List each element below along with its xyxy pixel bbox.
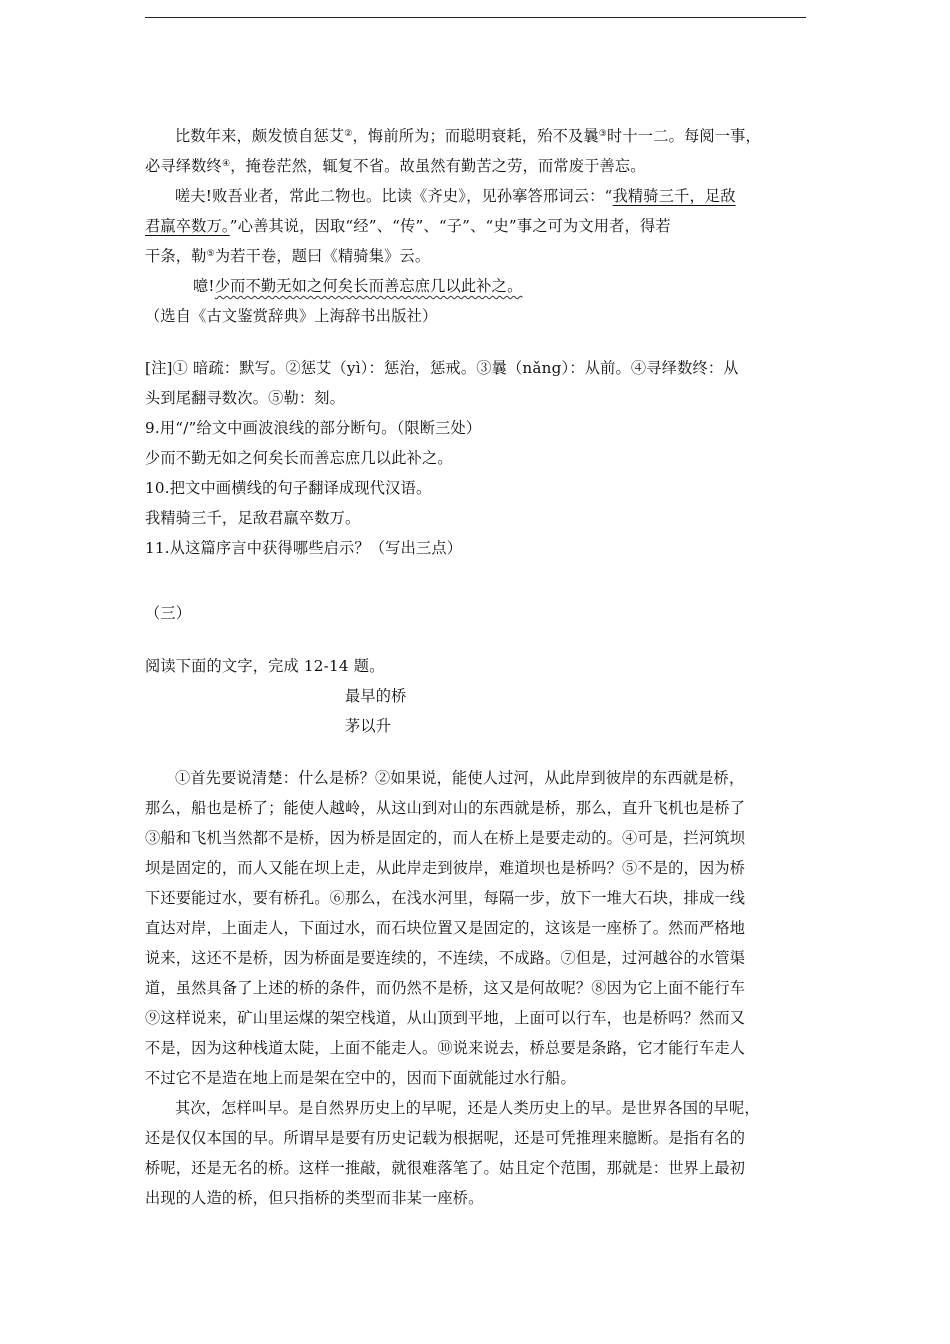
body-line: 下还要能过水，要有桥孔。⑥那么，在浅水河里，每隔一步，放下一堆大石块，排成一线 — [145, 889, 746, 907]
body-line: ③船和飞机当然都不是桥，因为桥是固定的，而人在桥上是要走动的。④可是，拦河筑坝 — [145, 829, 746, 847]
question-10: 10.把文中画横线的句子翻译成现代汉语。 — [145, 479, 432, 497]
body2-line: 出现的人造的桥，但只指桥的类型而非某一座桥。 — [145, 1189, 484, 1207]
section-heading: （三） — [145, 604, 192, 622]
notes-line1: [注]① 暗疏：默写。②惩艾（yì）：惩治，惩戒。③曩（nǎng）：从前。④寻绎数终：从 — [145, 359, 739, 377]
wavy-underlined-sentence: 少而不勤无如之何矣长而善忘庶几以此补之。 — [214, 277, 523, 295]
para1-line2: 必寻绎数终④，掩卷茫然，辄复不省。故虽然有勤苦之劳，而常废于善忘。 — [145, 157, 646, 175]
body-line: 不是，因为这种栈道太陡，上面不能走人。⑩说来说去，桥总要是条路，它才能行车走人 — [145, 1039, 746, 1057]
question-11: 11.从这篇序言中获得哪些启示？（写出三点） — [145, 539, 463, 557]
body-line: 说来，这还不是桥，因为桥面是要连续的，不连续，不成路。⑦但是，过河越谷的水管渠 — [145, 949, 746, 967]
body2-line: 还是仅仅本国的早。所谓早是要有历史记载为根据呢，还是可凭推理来臆断。是指有名的 — [145, 1129, 746, 1147]
reading-intro: 阅读下面的文字，完成 12-14 题。 — [145, 657, 385, 675]
header-rule — [145, 17, 806, 18]
para1-line1: 比数年来，颇发愤自惩艾②，悔前所为；而聪明衰耗，殆不及曩③时十一二。每阅一事， — [175, 127, 761, 145]
question-9: 9.用“/”给文中画波浪线的部分断句。（限断三处） — [145, 419, 482, 437]
body-line: 不过它不是造在地上而是架在空中的，因而下面就能过水行船。 — [145, 1069, 576, 1087]
para2-line3: 干条，勒⑤为若干卷，题曰《精骑集》云。 — [145, 247, 431, 265]
body-line: 道，虽然具备了上述的桥的条件，而仍然不是桥，这又是何故呢？⑧因为它上面不能行车 — [145, 979, 746, 997]
article-title: 最早的桥 — [345, 687, 407, 705]
source-citation: （选自《古文鉴赏辞典》上海辞书出版社） — [145, 307, 438, 325]
body-line: 坝是固定的，而人又能在坝上走，从此岸走到彼岸，难道坝也是桥吗？⑤不是的，因为桥 — [145, 859, 746, 877]
body-line: ①首先要说清楚：什么是桥？②如果说，能使人过河，从此岸到彼岸的东西就是桥， — [175, 769, 745, 787]
para3: 噫!少而不勤无如之何矣长而善忘庶几以此补之。 — [193, 277, 523, 295]
body2-line: 桥呢，还是无名的桥。这样一推敲，就很难落笔了。姑且定个范围，那就是：世界上最初 — [145, 1159, 746, 1177]
answer-9: 少而不勤无如之何矣长而善忘庶几以此补之。 — [145, 449, 453, 467]
answer-10: 我精骑三千，足敌君羸卒数万。 — [145, 509, 361, 527]
body-line: 那么，船也是桥了；能使人越岭，从这山到对山的东西就是桥，那么，直升飞机也是桥了 — [145, 799, 746, 817]
article-author: 茅以升 — [345, 717, 392, 735]
body2-line: 其次，怎样叫早。是自然界历史上的早呢，还是人类历史上的早。是世界各国的早呢， — [175, 1099, 760, 1117]
underlined-sentence-part2: 君羸卒数万。 — [145, 217, 230, 235]
body-line: 直达对岸，上面走人，下面过水，而石块位置又是固定的，这该是一座桥了。然而严格地 — [145, 919, 746, 937]
para2-line1: 嗟夫!败吾业者，常此二物也。比读《齐史》，见孙搴答邢词云：“我精骑三千，足敌 — [175, 187, 736, 205]
para2-line2: 君羸卒数万。”心善其说，因取“经”、“传”、“子”、“史”事之可为文用者，得若 — [145, 217, 671, 235]
underlined-sentence-part1: 我精骑三千，足敌 — [612, 187, 736, 205]
notes-line2: 头到尾翻寻数次。⑤勒：刻。 — [145, 389, 346, 407]
body-line: ⑨这样说来，矿山里运煤的架空栈道，从山顶到平地，上面可以行车，也是桥吗？然而又 — [145, 1009, 746, 1027]
